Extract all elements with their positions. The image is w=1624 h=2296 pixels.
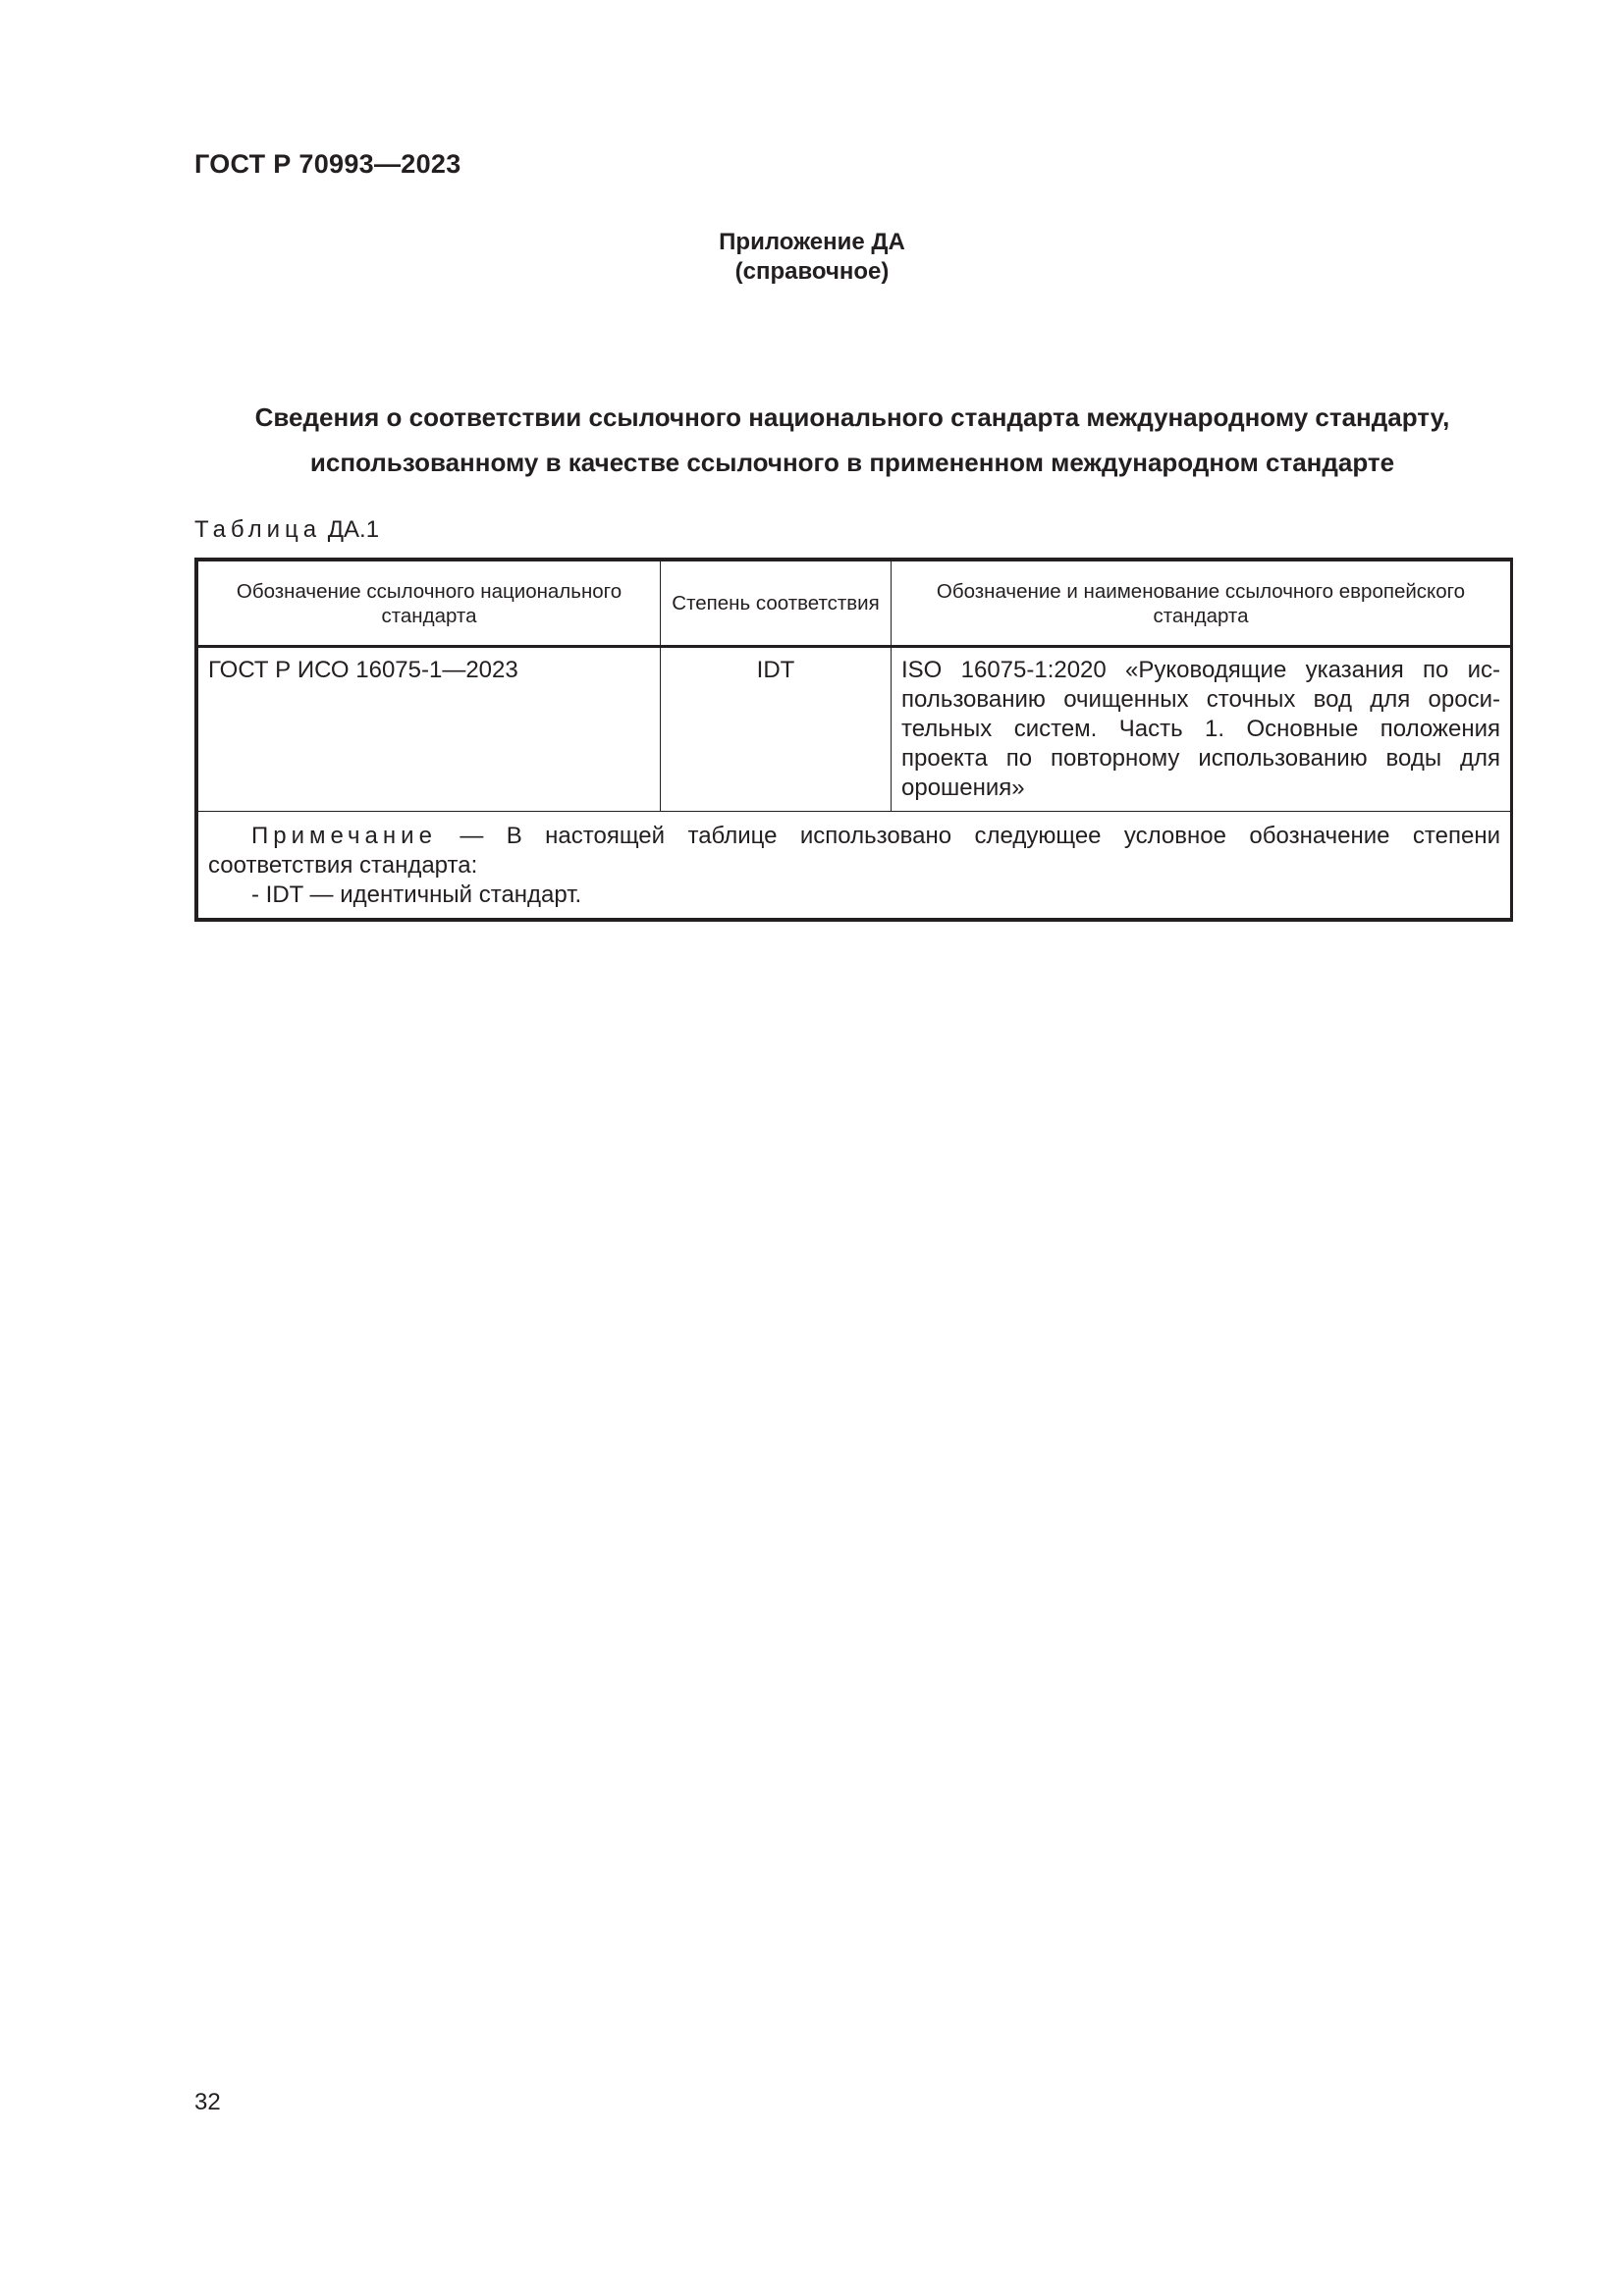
appendix-type: (справочное) <box>734 258 890 285</box>
column-header-degree: Степень соответствия <box>661 561 892 647</box>
note-text: — В настоящей таблице использовано следующее условное обозначение степени соответствия стандарта: <box>208 823 1500 879</box>
note-head: Примечание <box>251 823 437 849</box>
table-caption-word: Таблица <box>194 516 322 543</box>
section-heading-line-2: использованному в качестве ссылочного в примененном международном стандарте <box>309 448 1395 477</box>
column-header-international: Обозначение и наименование ссылочного европейского стандарта <box>892 561 1511 647</box>
table-caption-number: ДА.1 <box>327 516 380 543</box>
table-note-row <box>198 812 1511 919</box>
cell-national-standard: ГОСТ Р ИСО 16075-1—2023 <box>198 647 661 812</box>
table-note <box>198 812 1511 919</box>
table-caption <box>194 516 379 544</box>
cell-international-standard: ISO 16075-1:2020 «Руководящие указания по использованию очищенных сточных вод для оросительных систем. Часть 1. Основные положения проекта по повторному использованию воды для орошения» <box>892 647 1511 812</box>
section-heading <box>194 395 1510 485</box>
cell-degree: IDT <box>661 647 892 812</box>
appendix-title: Приложение ДА <box>719 229 905 255</box>
document-code: ГОСТ Р 70993—2023 <box>194 149 461 179</box>
section-heading-line-1: Сведения о соответствии ссылочного национального стандарта международному стандарту, <box>254 402 1450 432</box>
appendix-heading <box>0 228 1624 287</box>
table-header-row <box>198 561 1511 647</box>
note-paragraph <box>208 822 1500 881</box>
correspondence-table <box>194 558 1513 922</box>
note-item: - IDT — идентичный стандарт. <box>251 881 582 908</box>
table-row <box>198 647 1511 812</box>
page-number: 32 <box>194 2089 221 2115</box>
column-header-national: Обозначение ссылочного национального стандарта <box>198 561 661 647</box>
